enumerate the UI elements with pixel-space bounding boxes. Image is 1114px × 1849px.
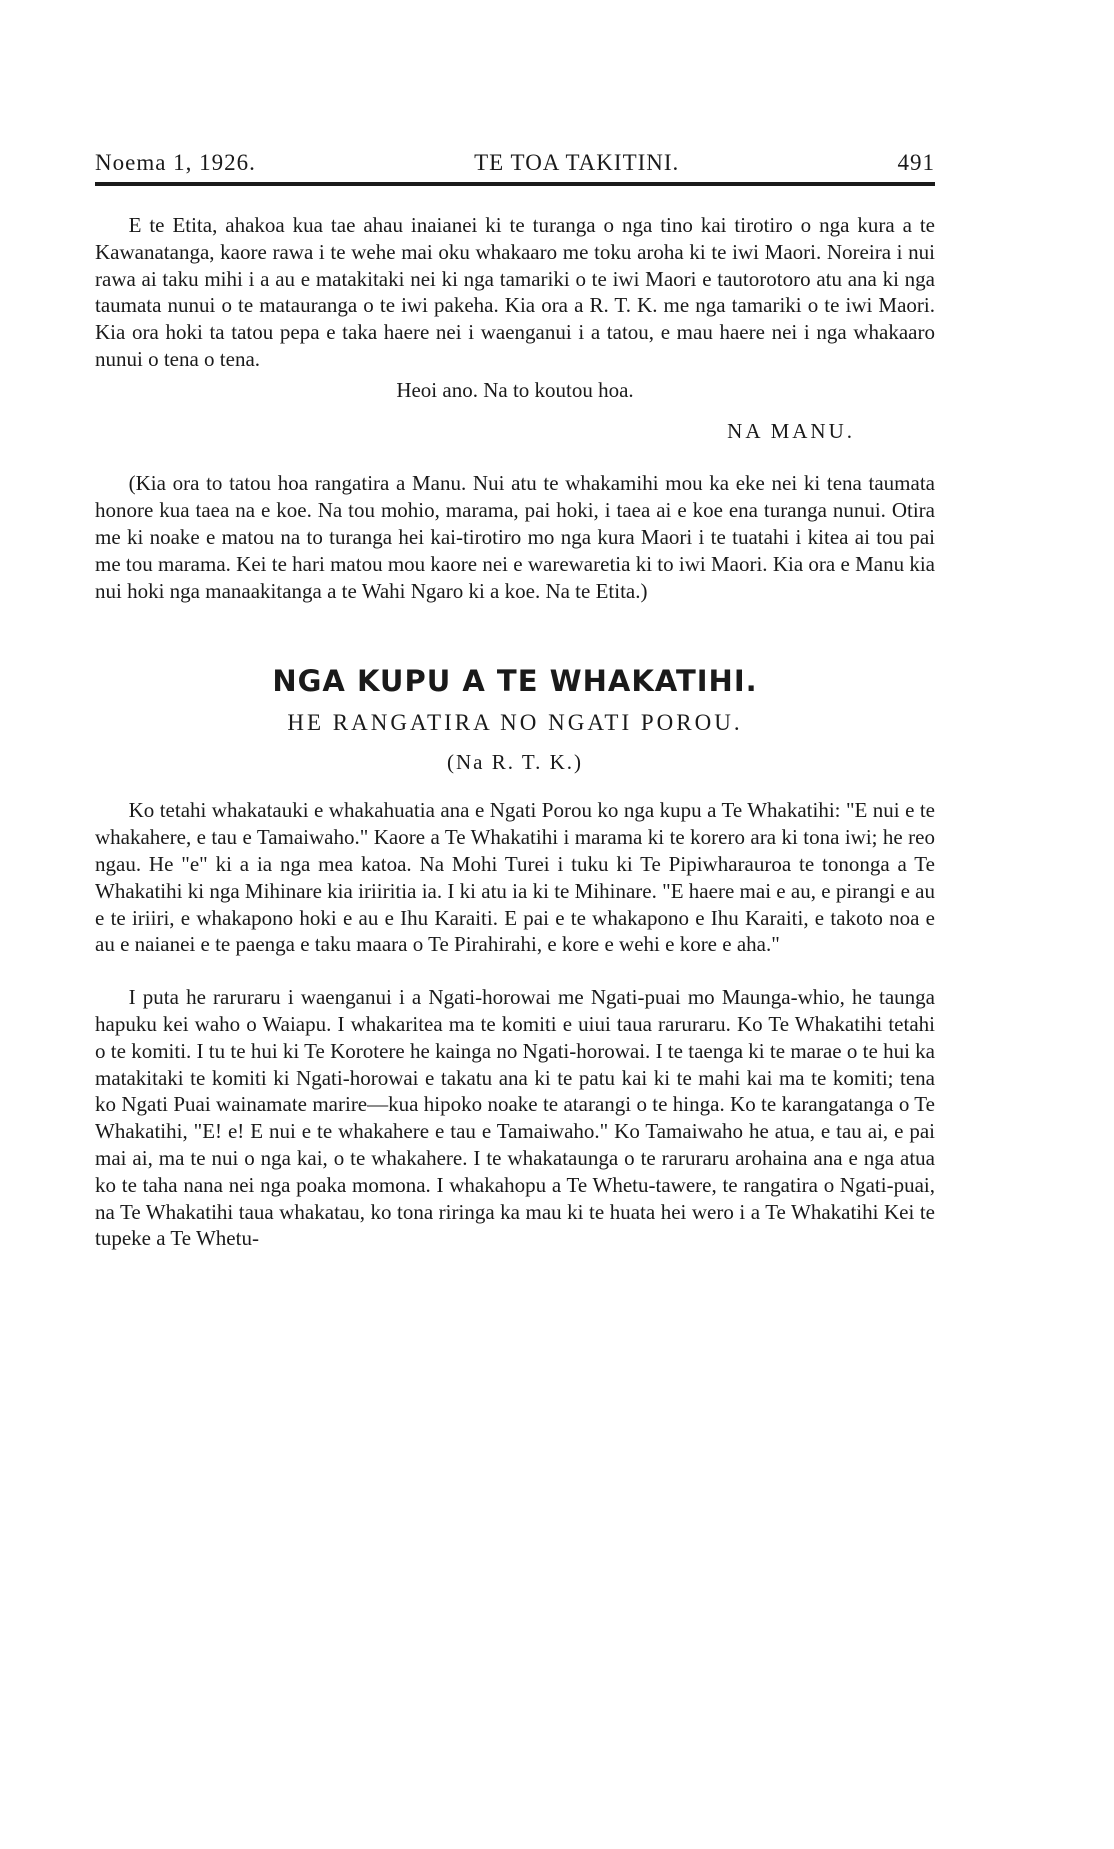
running-head (95, 150, 935, 180)
newspaper-page (95, 150, 935, 1252)
letter-signature: NA MANU. (727, 418, 855, 443)
article-paragraph-2: I puta he raruraru i waenganui i a Ngati-horowai me Ngati-puai mo Maunga-whio, he taunga hapuku kei waho o Waiapu. I whakaritea ma te komiti e uiui taua raruraru. Ko Te Whakatihi tetahi o te komiti. I tu te hui ki Te Korotere he kainga no Ngati-horowai. I te taenga ki te marae o te hui ka matakitaki te komiti ki Ngati-horowai e takatu ana ki te patu kai ki te mahi kai ma te komiti; tena ko Ngati Puai wainamate marire—kua hipoko noake te atarangi o te hinga. Ko te karangatanga o Te Whakatihi, "E! e! E nui e te whakahere e tau e Tamaiwaho." Ko Tamaiwaho he atua, e tau ai, e pai mai ai, ma te nui o nga kai, o te whakahere. I te whakataunga o te raruraru arohaina ana e nga atua ko te taha nana nei nga poaka momona. I whakahopu a Te Whetu-tawere, te rangatira o Ngati-puai, na Te Whakatihi taua whakatau, ko tona riringa ka mau ki te huata hei wero i a Te Whakatihi Kei te tupeke a Te Whetu- (95, 985, 935, 1251)
publication-title: TE TOA TAKITINI. (474, 150, 680, 175)
article-subheading: HE RANGATIRA NO NGATI POROU. (287, 710, 743, 736)
article-paragraph-1: Ko tetahi whakatauki e whakahuatia ana e Ngati Porou ko nga kupu a Te Whakatihi: "E nui e te whakahere, e tau e Tamaiwaho." Kaore a Te Whakatihi i marama ki te korero ara ki tona iwi; he reo ngau. He "e" ki a ia nga mea katoa. Na Mohi Turei i tuku ki Te Pipiwharauroa te tononga a Te Whakatihi ki nga Mihinare kia iriiritia ia. I ki atu ia ki te Mihinare. "E haere mai e au, e pirangi e au e te iriiri, e whakapono hoki e au e Ihu Karaiti. E pai e te whakapono e Ihu Karaiti, e takoto noa e au e naianei e te paenga e taku maara o Te Pirahirahi, e kore e wehi e kore e aha." (95, 798, 935, 957)
article-headline: NGA KUPU A TE WHAKATIHI. (272, 664, 758, 699)
issue-date: Noema 1, 1926. (95, 150, 256, 175)
page-number: 491 (897, 150, 935, 175)
header-rule (95, 182, 935, 186)
editor-note: (Kia ora to tatou hoa rangatira a Manu. Nui atu te whakamihi mou ka eke nei ki tena taumata honore kua taea na e koe. Na tou mohio, marama, pai hoki, i taea ai e koe ena turanga nunui. Otira me ki noake e matou na to turanga hei kai-tirotiro mo nga kura Maori i te tuatahi i kitea ai tou pai me tou marama. Kei te hari matou mou kaore nei e warewaretia ki to iwi Maori. Kia ora e Manu kia nui hoki nga manaakitanga a te Wahi Ngaro ki a koe. Na te Etita.) (95, 471, 935, 603)
article-byline: (Na R. T. K.) (446, 750, 584, 775)
letter-closing: Heoi ano. Na to koutou hoa. (396, 377, 634, 402)
letter-body: E te Etita, ahakoa kua tae ahau inaianei ki te turanga o nga tino kai tirotiro o nga kura a te Kawanatanga, kaore rawa i te wehe mai oku whakaaro me toku aroha ki te iwi Maori. Noreira i nui rawa ai taku mihi i a au e matakitaki nei ki nga tamariki o te iwi Maori e tautorotoro atu ana ki nga taumata nunui o te matauranga o te iwi pakeha. Kia ora a R. T. K. me nga tamariki o te iwi Maori. Kia ora hoki ta tatou pepa e taka haere nei i waenganui i a tatou, e mau haere nei i nga whakaaro nunui o tena o tena. (95, 213, 935, 371)
